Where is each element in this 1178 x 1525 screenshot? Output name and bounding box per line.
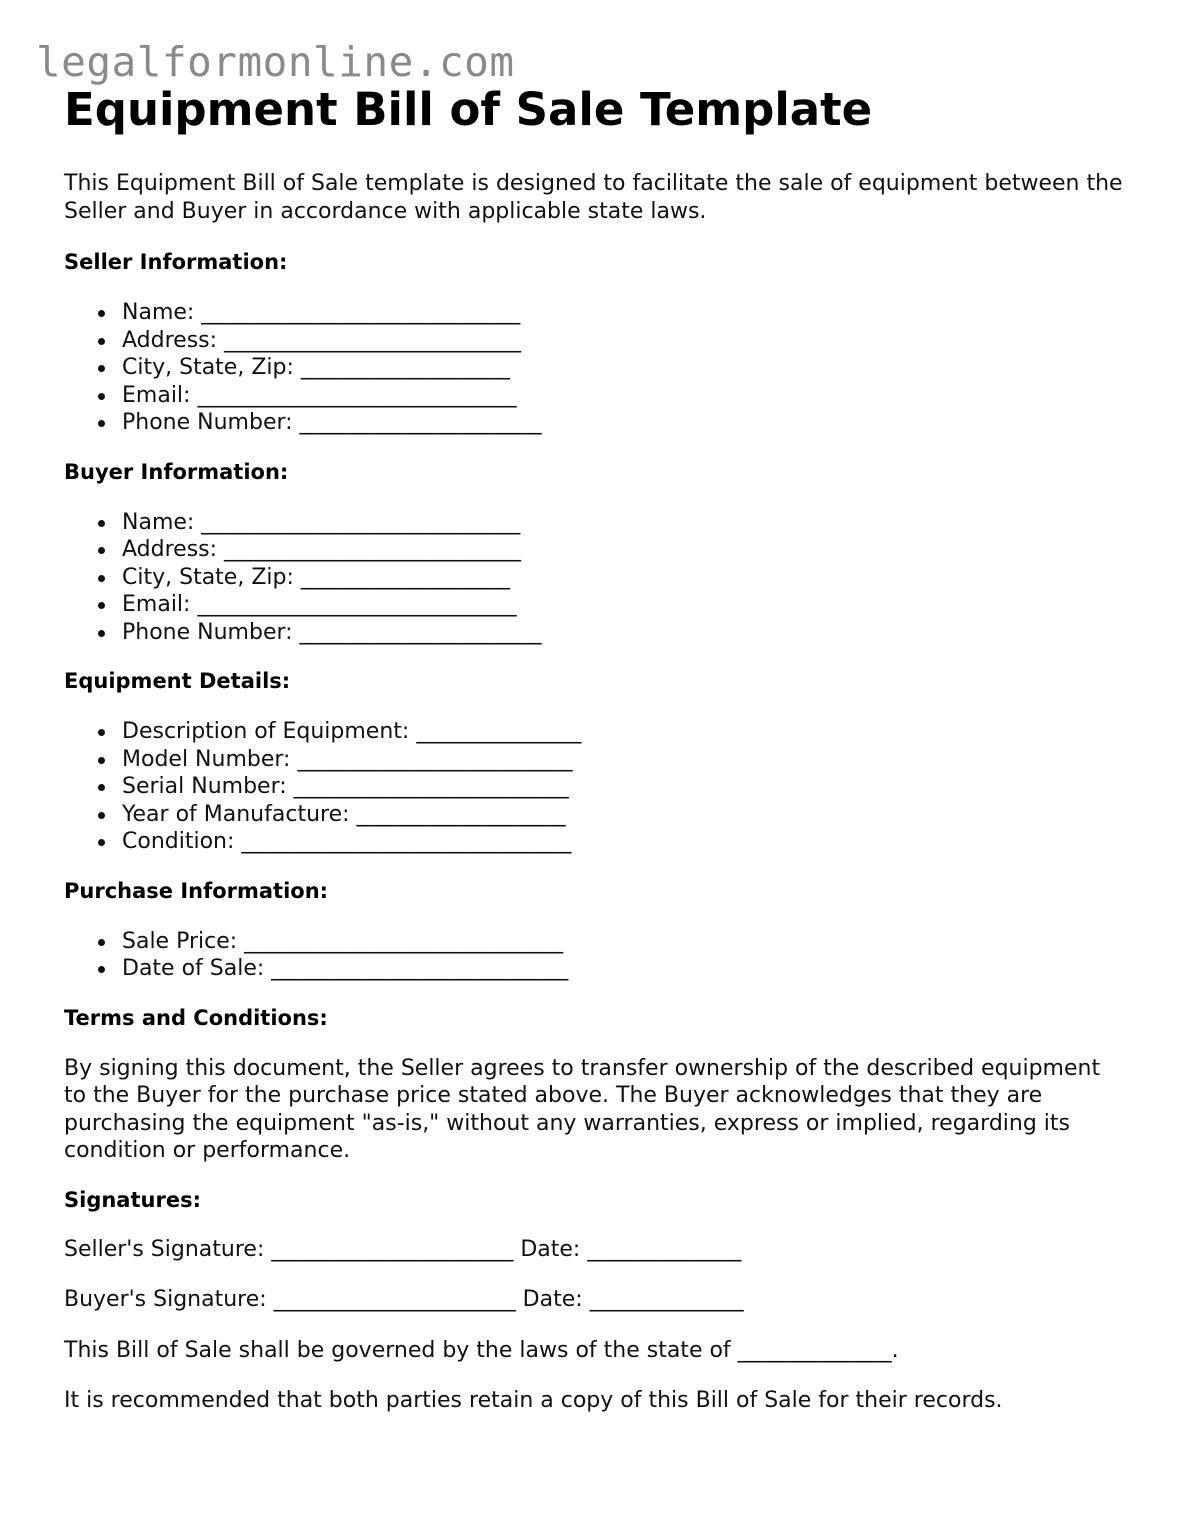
recommendation-statement: It is recommended that both parties retain a copy of this Bill of Sale for their records. bbox=[64, 1388, 1003, 1413]
intro-paragraph: This Equipment Bill of Sale template is designed to facilitate the sale of equipment between the Seller and Buyer in accordance with applicable state laws. bbox=[64, 171, 1123, 224]
equipment-heading: Equipment Details: bbox=[64, 669, 291, 693]
equipment-serial-field: Serial Number: _________________________ bbox=[122, 773, 1124, 801]
buyer-email-field: Email: _____________________________ bbox=[122, 591, 1124, 619]
seller-phone-field: Phone Number: ______________________ bbox=[122, 409, 1124, 437]
equipment-year-field: Year of Manufacture: ___________________ bbox=[122, 801, 1124, 829]
purchase-heading: Purchase Information: bbox=[64, 878, 329, 903]
buyer-address-field: Address: ___________________________ bbox=[122, 536, 1124, 564]
seller-address-field: Address: ___________________________ bbox=[122, 327, 1124, 355]
buyer-heading: Buyer Information: bbox=[64, 459, 289, 484]
seller-fields bbox=[64, 299, 1124, 437]
terms-heading: Terms and Conditions: bbox=[64, 1005, 328, 1030]
equipment-condition-field: Condition: ______________________________ bbox=[122, 828, 1124, 856]
watermark: legalformonline.com bbox=[36, 38, 515, 86]
date-of-sale-field: Date of Sale: ___________________________ bbox=[122, 955, 1124, 983]
seller-email-field: Email: _____________________________ bbox=[122, 382, 1124, 410]
equipment-fields bbox=[64, 718, 1124, 856]
governing-law-statement: This Bill of Sale shall be governed by the laws of the state of ______________. bbox=[64, 1337, 899, 1363]
buyer-name-field: Name: _____________________________ bbox=[122, 509, 1124, 537]
signatures-heading: Signatures: bbox=[64, 1187, 201, 1212]
seller-signature-line: Seller's Signature: ______________________ Date: ______________ bbox=[64, 1236, 742, 1262]
buyer-city-field: City, State, Zip: ___________________ bbox=[122, 564, 1124, 592]
buyer-phone-field: Phone Number: ______________________ bbox=[122, 619, 1124, 647]
seller-name-field: Name: _____________________________ bbox=[122, 299, 1124, 327]
buyer-fields bbox=[64, 509, 1124, 647]
terms-paragraph: By signing this document, the Seller agrees to transfer ownership of the described equipment to the Buyer for the purchase price stated above. The Buyer acknowledges that they are purchasing the equipment "as-is," without any warranties, express or implied, regarding its condition or performance. bbox=[64, 1055, 1101, 1163]
seller-heading: Seller Information: bbox=[64, 250, 288, 274]
equipment-description-field: Description of Equipment: _______________ bbox=[122, 718, 1124, 746]
sale-price-field: Sale Price: _____________________________ bbox=[122, 928, 1124, 956]
buyer-signature-line: Buyer's Signature: ______________________ Date: ______________ bbox=[64, 1287, 744, 1312]
document bbox=[64, 82, 1124, 1415]
document-title: Equipment Bill of Sale Template bbox=[64, 83, 873, 136]
equipment-model-field: Model Number: _________________________ bbox=[122, 746, 1124, 774]
seller-city-field: City, State, Zip: ___________________ bbox=[122, 354, 1124, 382]
purchase-fields bbox=[64, 928, 1124, 983]
